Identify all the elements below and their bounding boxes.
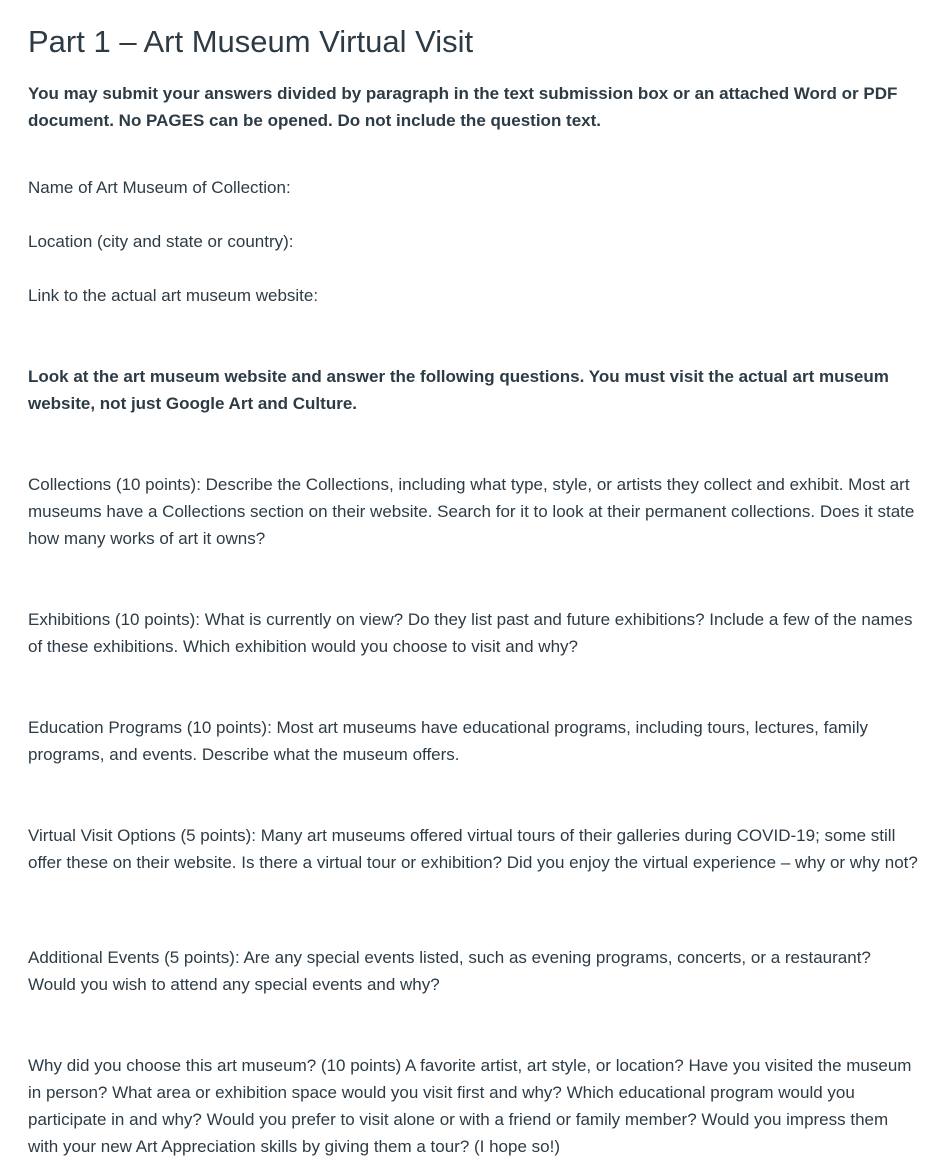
collections-question: Collections (10 points): Describe the Collections, including what type, style, or artists they collect and exhibit. Most art museums have a Collections section on their website. Search for it to look at their permanent collections. Does it state how many works of art it owns? (28, 475, 915, 548)
exhibitions-question: Exhibitions (10 points): What is currently on view? Do they list past and future exhibitions? Include a few of the names of these exhibitions. Which exhibition would you choose to visit and why? (28, 610, 913, 656)
page-title: Part 1 – Art Museum Virtual Visit (28, 24, 474, 59)
museum-name-field-label: Name of Art Museum of Collection: (28, 178, 291, 197)
virtual-visit-question: Virtual Visit Options (5 points): Many art museums offered virtual tours of their galleries during COVID-19; some still offer these on their website. Is there a virtual tour or exhibition? Did you enjoy the virtual experience – why or why not? (28, 826, 918, 872)
website-instructions: Look at the art museum website and answer the following questions. You must visit the actual art museum website, not just Google Art and Culture. (28, 367, 889, 413)
location-field-label: Location (city and state or country): (28, 232, 294, 251)
why-this-museum-question: Why did you choose this art museum? (10 points) A favorite artist, art style, or location? Have you visited the museum in person? What area or exhibition space would you visit first and why? Which educational program would you participate in and why? Would you prefer to visit alone or with a friend or family member? Would you impress them with your new Art Appreciation skills by giving them a tour? (I hope so!) (28, 1056, 912, 1156)
submission-instructions: You may submit your answers divided by paragraph in the text submission box or an attached Word or PDF document. No PAGES can be opened. Do not include the question text. (28, 84, 898, 130)
additional-events-question: Additional Events (5 points): Are any special events listed, such as evening programs, concerts, or a restaurant? Would you wish to attend any special events and why? (28, 948, 871, 994)
website-link-field-label: Link to the actual art museum website: (28, 286, 319, 305)
education-programs-question: Education Programs (10 points): Most art museums have educational programs, including tours, lectures, family programs, and events. Describe what the museum offers. (28, 718, 868, 764)
